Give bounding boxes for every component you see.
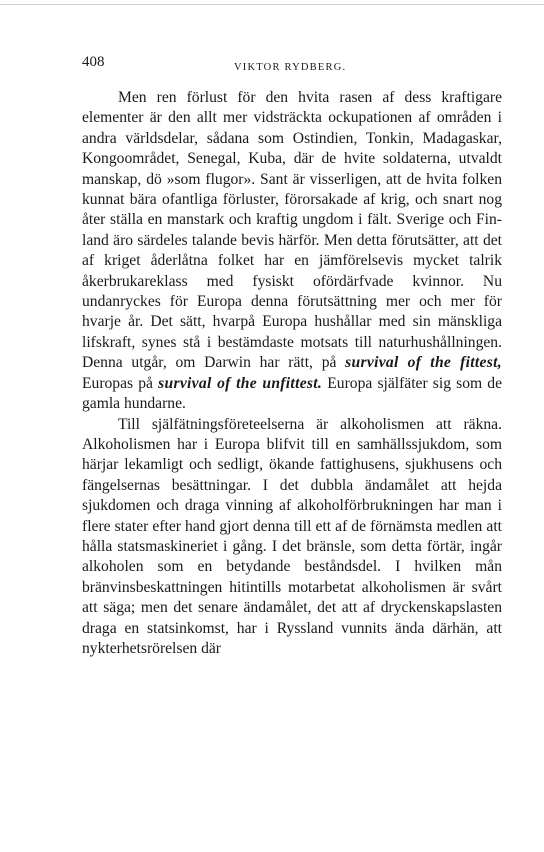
running-head: VIKTOR RYDBERG.	[234, 62, 347, 73]
paragraph	[82, 88, 502, 415]
text-run: Europas på	[82, 374, 159, 392]
text-run: Till själfätningsföreteelserna är alkoholismen att räkna. Alkoholismen har i Europa blifvit till en samhällssjukdom, som härjar lekamligt och sedligt, ökande fattighusens, sjukhusens och fängelsernas besättningar. I det dubbla ändamålet att hejda sjukdomen och draga vinning af alkoholförbrukningen har man i flere stater efter hand gjort denna till ett af de förnämsta medlen att hålla statsmaskineriet i gång. I det bränsle, som detta förtär, ingår alkoholen som en betydande beståndsdel. I hvilken mån bränvinsbeskattningen hitintills motarbetat alkoholismen är svårt att säga; men det senare ändamålet, det att af dryckenskapslasten draga en statsinkomst, har i Ryssland vunnits ända därhän, att nykterhetsrörelsen där	[82, 415, 502, 657]
text-run: Europa själfäter sig som de gamla hundarne.	[82, 374, 502, 413]
paragraph	[82, 415, 502, 660]
text-run: Men ren förlust för den hvita rasen af dess kraftigare elementer är den allt mer vidsträckta ockupationen af områden i andra världsdelar, sådana som Ostindien, Tonkin, Madagaskar, Kongoområdet, Senegal, Kuba, där de hvite soldaterna, utvaldt manskap, dö »som flugor». Sant är visserligen, att de hvita folken kunnat bära ofantliga förluster, förorsakade af krig, och snart nog åter ställa en manstark och kraftig ungdom i fält. Sverige och Finland äro särdeles talande bevis härför. Men detta förutsätter, att det af kriget åderlåtna folket har en jämförelsevis mycket talrik åkerbrukareklass med fysiskt ofördärfvade kvinnor. Nu undanryckes för Europa denna förutsättning mer och mer för hvarje år. Det sätt, hvarpå Europa hushållar med sin mänskliga lifskraft, synes stå i bestämdaste motsats till naturhushållningen. Denna utgår, om Darwin har rätt, på	[82, 89, 502, 372]
book-page	[82, 52, 502, 659]
page-number: 408	[82, 54, 105, 70]
body-text	[82, 88, 502, 659]
top-edge-rule	[0, 4, 544, 5]
page-header	[82, 52, 502, 78]
italic-phrase: survival of the fittest,	[345, 354, 502, 372]
italic-phrase: survival of the unfittest.	[158, 374, 323, 392]
